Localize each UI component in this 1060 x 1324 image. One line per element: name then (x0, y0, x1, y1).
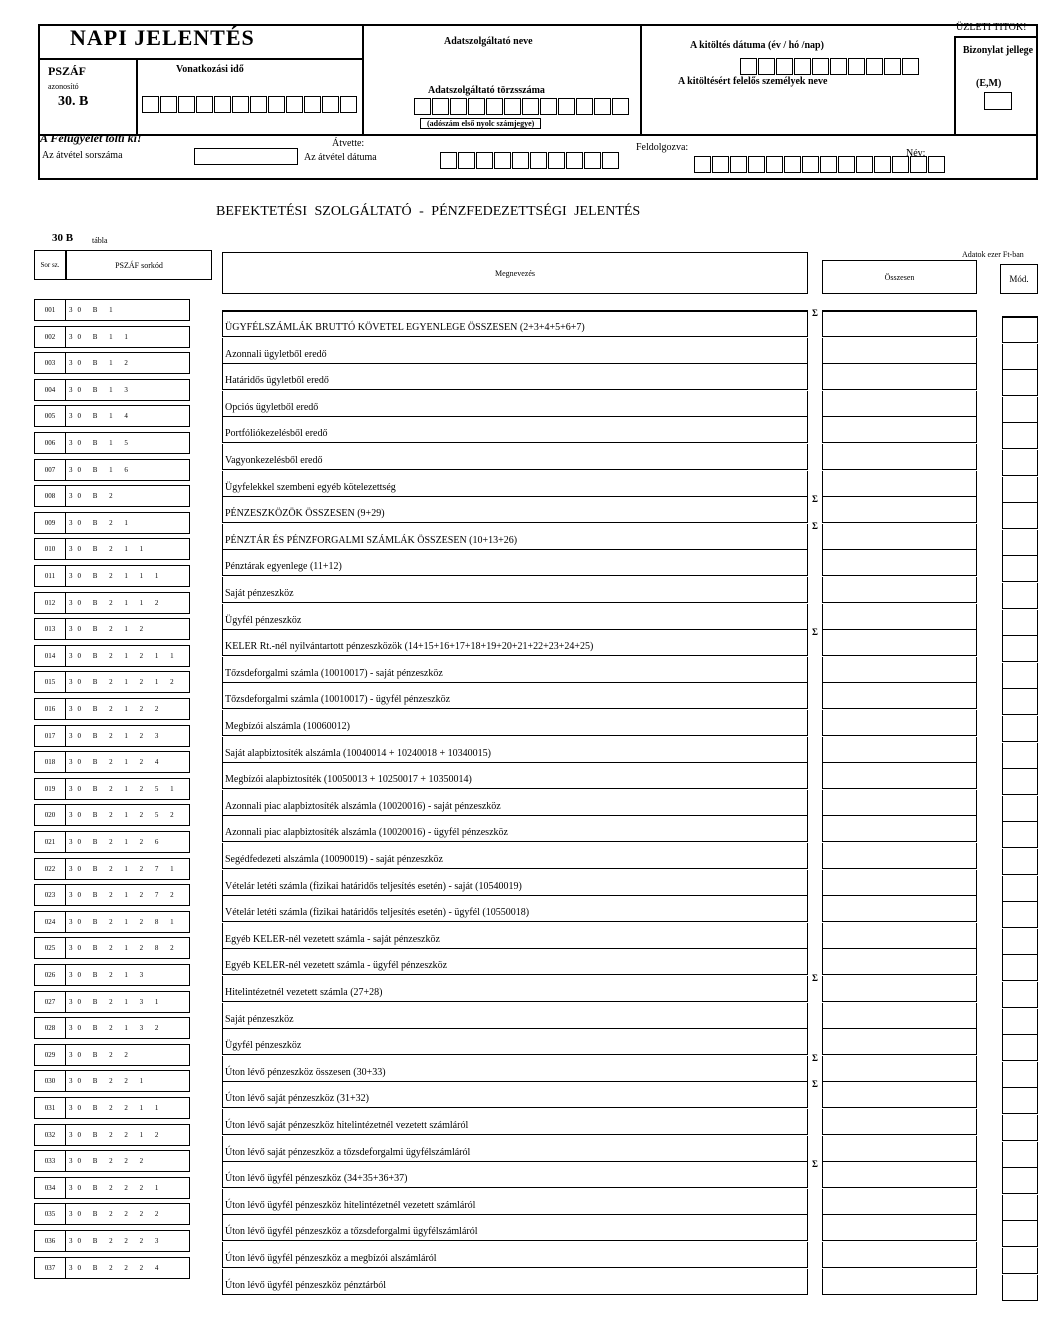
row-code: 30 B 2 2 1 1 (66, 1097, 190, 1119)
fill-date-label: A kitöltés dátuma (év / hó /nap) (690, 40, 824, 51)
row-description: Tőzsdeforgalmi számla (10010017) - saját pénzeszköz (222, 657, 808, 683)
processed-label: Feldolgozva: (636, 142, 689, 153)
table-row (0, 326, 1060, 360)
table-row (0, 1017, 1060, 1052)
table-row (0, 352, 1060, 387)
received-by-label: Átvette: (332, 138, 365, 149)
row-description: Vételár letéti számla (fizikai határidős teljesítés esetén) - ügyfél (10550018) (222, 896, 808, 922)
sum-marker: Σ (812, 627, 818, 638)
row-code: 30 B 2 1 2 8 1 (66, 911, 190, 933)
row-code: 30 B 2 1 2 1 1 (66, 645, 190, 667)
row-description: Határidős ügyletből eredő (222, 364, 808, 390)
row-description: Úton lévő ügyfél pénzeszköz hitelintézetnél vezetett számláról (222, 1189, 808, 1215)
row-number: 025 (34, 937, 66, 959)
row-number: 010 (34, 538, 66, 560)
provider-reg-label: Adatszolgáltató törzsszáma (428, 85, 545, 96)
row-number: 020 (34, 804, 66, 826)
row-number: 008 (34, 485, 66, 507)
row-number: 033 (34, 1150, 66, 1172)
name-label: Név: (906, 148, 926, 159)
receipt-date-field[interactable] (440, 152, 620, 169)
table-row (0, 964, 1060, 998)
table-label: tábla (92, 236, 108, 245)
row-code: 30 B 2 1 3 1 (66, 991, 190, 1013)
row-number: 028 (34, 1017, 66, 1039)
row-number: 034 (34, 1177, 66, 1199)
row-number: 014 (34, 645, 66, 667)
table-row (0, 592, 1060, 626)
row-number: 037 (34, 1257, 66, 1279)
row-description: Úton lévő ügyfél pénzeszköz a megbízói alszámláról (222, 1242, 808, 1268)
row-description: PÉNZESZKÖZÖK ÖSSZESEN (9+29) (222, 497, 808, 523)
row-description: Úton lévő ügyfél pénzeszköz a tőzsdeforgalmi ügyfélszámláról (222, 1215, 808, 1241)
table-row (0, 858, 1060, 892)
row-number: 023 (34, 884, 66, 906)
table-row (0, 618, 1060, 653)
table-row (0, 804, 1060, 839)
row-code: 30 B 2 2 2 1 (66, 1177, 190, 1199)
row-description: Vagyonkezelésből eredő (222, 444, 808, 470)
row-code: 30 B 2 2 2 3 (66, 1230, 190, 1252)
col-amount: Összesen (822, 260, 977, 294)
table-row (0, 751, 1060, 786)
table-row (0, 725, 1060, 759)
row-description: Úton lévő saját pénzeszköz a tőzsdeforgalmi ügyfélszámláról (222, 1136, 808, 1162)
sum-marker: Σ (812, 494, 818, 505)
row-number: 002 (34, 326, 66, 348)
row-description: Azonnali piac alapbiztosíték alszámla (10020016) - saját pénzeszköz (222, 790, 808, 816)
row-description: ÜGYFÉLSZÁMLÁK BRUTTÓ KÖVETEL EGYENLEGE ÖSSZESEN (2+3+4+5+6+7) (222, 311, 808, 337)
row-description: Úton lévő saját pénzeszköz (31+32) (222, 1082, 808, 1108)
table-row (0, 1097, 1060, 1131)
row-description: Megbízói alszámla (10060012) (222, 710, 808, 736)
row-description: Hitelintézetnél vezetett számla (27+28) (222, 976, 808, 1002)
row-description: Úton lévő ügyfél pénzeszköz (34+35+36+37) (222, 1162, 808, 1188)
row-number: 015 (34, 671, 66, 693)
row-description: Úton lévő pénzeszköz összesen (30+33) (222, 1056, 808, 1082)
row-code: 30 B 2 1 1 1 (66, 565, 190, 587)
row-number: 001 (34, 299, 66, 321)
row-number: 009 (34, 512, 66, 534)
row-description: Úton lévő ügyfél pénzeszköz pénztárból (222, 1269, 808, 1295)
table-row (0, 485, 1060, 520)
row-description: Ügyfél pénzeszköz (222, 1029, 808, 1055)
row-description: KELER Rt.-nél nyilvántartott pénzeszközök (14+15+16+17+18+19+20+21+22+23+24+25) (222, 630, 808, 656)
row-number: 032 (34, 1124, 66, 1146)
sum-marker: Σ (812, 520, 818, 531)
table-row (0, 459, 1060, 493)
row-code: 30 B 2 2 1 2 (66, 1124, 190, 1146)
row-code: 30 B 2 (66, 485, 190, 507)
row-number: 017 (34, 725, 66, 747)
row-description: Vételár letéti számla (fizikai határidős teljesítés esetén) - saját (10540019) (222, 870, 808, 896)
row-description: Saját pénzeszköz (222, 1003, 808, 1029)
table-row (0, 991, 1060, 1025)
supervision-title: A Felügyelet tölti ki! (40, 131, 142, 145)
table-row (0, 698, 1060, 732)
fill-date-field[interactable] (740, 58, 920, 75)
row-description: Opciós ügyletből eredő (222, 391, 808, 417)
receipt-no-field[interactable] (194, 148, 298, 165)
table-row (0, 831, 1060, 865)
table-row (0, 538, 1060, 573)
sum-marker: Σ (812, 1079, 818, 1090)
table-row (0, 379, 1060, 413)
row-number: 030 (34, 1070, 66, 1092)
row-description: Egyéb KELER-nél vezetett számla - saját pénzeszköz (222, 923, 808, 949)
row-code: 30 B 2 2 2 2 (66, 1203, 190, 1225)
row-code: 30 B 2 1 3 2 (66, 1017, 190, 1039)
row-amount-field[interactable] (822, 1269, 977, 1295)
row-description: Saját pénzeszköz (222, 577, 808, 603)
provider-reg-note: (adószám első nyolc számjegye) (420, 118, 541, 129)
row-description: Úton lévő saját pénzeszköz hitelintézetnél vezetett számláról (222, 1109, 808, 1135)
row-number: 027 (34, 991, 66, 1013)
row-number: 029 (34, 1044, 66, 1066)
table-row (0, 1203, 1060, 1238)
row-number: 019 (34, 778, 66, 800)
id-label: azonosító (48, 82, 79, 91)
row-code: 30 B 2 1 2 8 2 (66, 937, 190, 959)
form-title: NAPI JELENTÉS (70, 25, 255, 50)
row-code: 30 B 2 1 (66, 512, 190, 534)
provider-reg-field[interactable] (414, 98, 630, 115)
col-row-no: Sor sz. (34, 250, 66, 280)
row-code: 30 B 2 2 (66, 1044, 190, 1066)
row-description: Ügyfél pénzeszköz (222, 604, 808, 630)
row-code: 30 B 2 1 2 (66, 618, 190, 640)
table-row (0, 565, 1060, 599)
row-code: 30 B 2 1 2 1 2 (66, 671, 190, 693)
units-note: Adatok ezer Ft-ban (962, 250, 1024, 259)
sum-marker: Σ (812, 1052, 818, 1063)
row-number: 011 (34, 565, 66, 587)
row-code: 30 B 2 1 1 2 (66, 592, 190, 614)
col-mod: Mód. (1000, 264, 1038, 294)
row-code: 30 B 1 1 (66, 326, 190, 348)
responsible-label: A kitöltésért felelős személyek neve (678, 76, 828, 87)
sum-marker: Σ (812, 973, 818, 983)
row-number: 005 (34, 405, 66, 427)
row-number: 013 (34, 618, 66, 640)
row-code: 30 B 2 1 2 5 1 (66, 778, 190, 800)
table-code: 30 B (52, 232, 74, 244)
row-description: Egyéb KELER-nél vezetett számla - ügyfél pénzeszköz (222, 949, 808, 975)
row-code: 30 B 2 1 2 6 (66, 831, 190, 853)
row-code: 30 B 2 2 2 4 (66, 1257, 190, 1279)
row-description: Saját alapbiztosíték alszámla (10040014 + 10240018 + 10340015) (222, 737, 808, 763)
row-number: 021 (34, 831, 66, 853)
table-row (0, 671, 1060, 706)
receipt-date-label: Az átvétel dátuma (304, 152, 377, 163)
sum-marker: Σ (812, 308, 818, 318)
row-code: 30 B 1 (66, 299, 190, 321)
row-description: Azonnali ügyletből eredő (222, 338, 808, 364)
row-code: 30 B 1 3 (66, 379, 190, 401)
table-row (0, 911, 1060, 945)
doc-type-options: (E,M) (976, 78, 1002, 89)
row-code: 30 B 1 5 (66, 432, 190, 454)
row-description: Tőzsdeforgalmi számla (10010017) - ügyfél pénzeszköz (222, 683, 808, 709)
row-description: Azonnali piac alapbiztosíték alszámla (10020016) - ügyfél pénzeszköz (222, 816, 808, 842)
row-code: 30 B 2 1 1 (66, 538, 190, 560)
row-number: 016 (34, 698, 66, 720)
row-code: 30 B 1 2 (66, 352, 190, 374)
col-code: PSZÁF sorkód (66, 250, 212, 280)
row-number: 006 (34, 432, 66, 454)
row-mod-field[interactable] (1002, 1275, 1038, 1301)
table-row (0, 405, 1060, 440)
row-code: 30 B 1 4 (66, 405, 190, 427)
row-number: 035 (34, 1203, 66, 1225)
report-title: BEFEKTETÉSI SZOLGÁLTATÓ - PÉNZFEDEZETTSÉGI JELENTÉS (216, 204, 641, 219)
table-row (0, 1044, 1060, 1078)
confidential-label: ÜZLETI TITOK! (956, 22, 1027, 33)
row-code: 30 B 2 1 3 (66, 964, 190, 986)
row-code: 30 B 2 1 2 7 2 (66, 884, 190, 906)
form-code: 30. B (58, 94, 89, 109)
row-number: 024 (34, 911, 66, 933)
row-description: Pénztárak egyenlege (11+12) (222, 550, 808, 576)
row-description: PÉNZTÁR ÉS PÉNZFORGALMI SZÁMLÁK ÖSSZESEN (10+13+26) (222, 524, 808, 550)
table-row (0, 1257, 1060, 1291)
row-description: Portfóliókezelésből eredő (222, 417, 808, 443)
row-number: 022 (34, 858, 66, 880)
row-number: 003 (34, 352, 66, 374)
table-row (0, 512, 1060, 546)
table-row (0, 645, 1060, 679)
pszaf-label: PSZÁF (48, 64, 87, 78)
row-code: 30 B 2 1 2 3 (66, 725, 190, 747)
row-code: 30 B 1 6 (66, 459, 190, 481)
reference-time-label: Vonatkozási idő (176, 64, 244, 75)
table-row (0, 778, 1060, 812)
table-row (0, 1150, 1060, 1185)
row-code: 30 B 2 1 2 5 2 (66, 804, 190, 826)
sum-marker: Σ (812, 1159, 818, 1170)
row-description: Ügyfelekkel szembeni egyéb kötelezettség (222, 471, 808, 497)
col-desc: Megnevezés (222, 252, 808, 294)
row-description: Megbízói alapbiztosíték (10050013 + 10250017 + 10350014) (222, 763, 808, 789)
row-code: 30 B 2 1 2 7 1 (66, 858, 190, 880)
row-code: 30 B 2 2 2 (66, 1150, 190, 1172)
table-row (0, 1177, 1060, 1211)
table-row (0, 1124, 1060, 1158)
row-number: 007 (34, 459, 66, 481)
row-number: 036 (34, 1230, 66, 1252)
table-row (0, 1070, 1060, 1105)
row-number: 004 (34, 379, 66, 401)
doc-type-label: Bizonylat jellege (962, 45, 1034, 56)
receipt-no-label: Az átvétel sorszáma (42, 150, 123, 161)
table-row (0, 432, 1060, 466)
row-number: 012 (34, 592, 66, 614)
table-row (0, 1230, 1060, 1264)
row-description: Segédfedezeti alszámla (10090019) - saját pénzeszköz (222, 843, 808, 869)
row-number: 018 (34, 751, 66, 773)
row-number: 031 (34, 1097, 66, 1119)
provider-name-label: Adatszolgáltató neve (444, 36, 533, 47)
reference-time-field[interactable] (142, 96, 358, 113)
row-number: 026 (34, 964, 66, 986)
row-code: 30 B 2 2 1 (66, 1070, 190, 1092)
doc-type-field[interactable] (984, 92, 1012, 110)
table-row (0, 299, 1060, 333)
row-code: 30 B 2 1 2 2 (66, 698, 190, 720)
table-row (0, 884, 1060, 919)
row-code: 30 B 2 1 2 4 (66, 751, 190, 773)
table-row (0, 937, 1060, 972)
